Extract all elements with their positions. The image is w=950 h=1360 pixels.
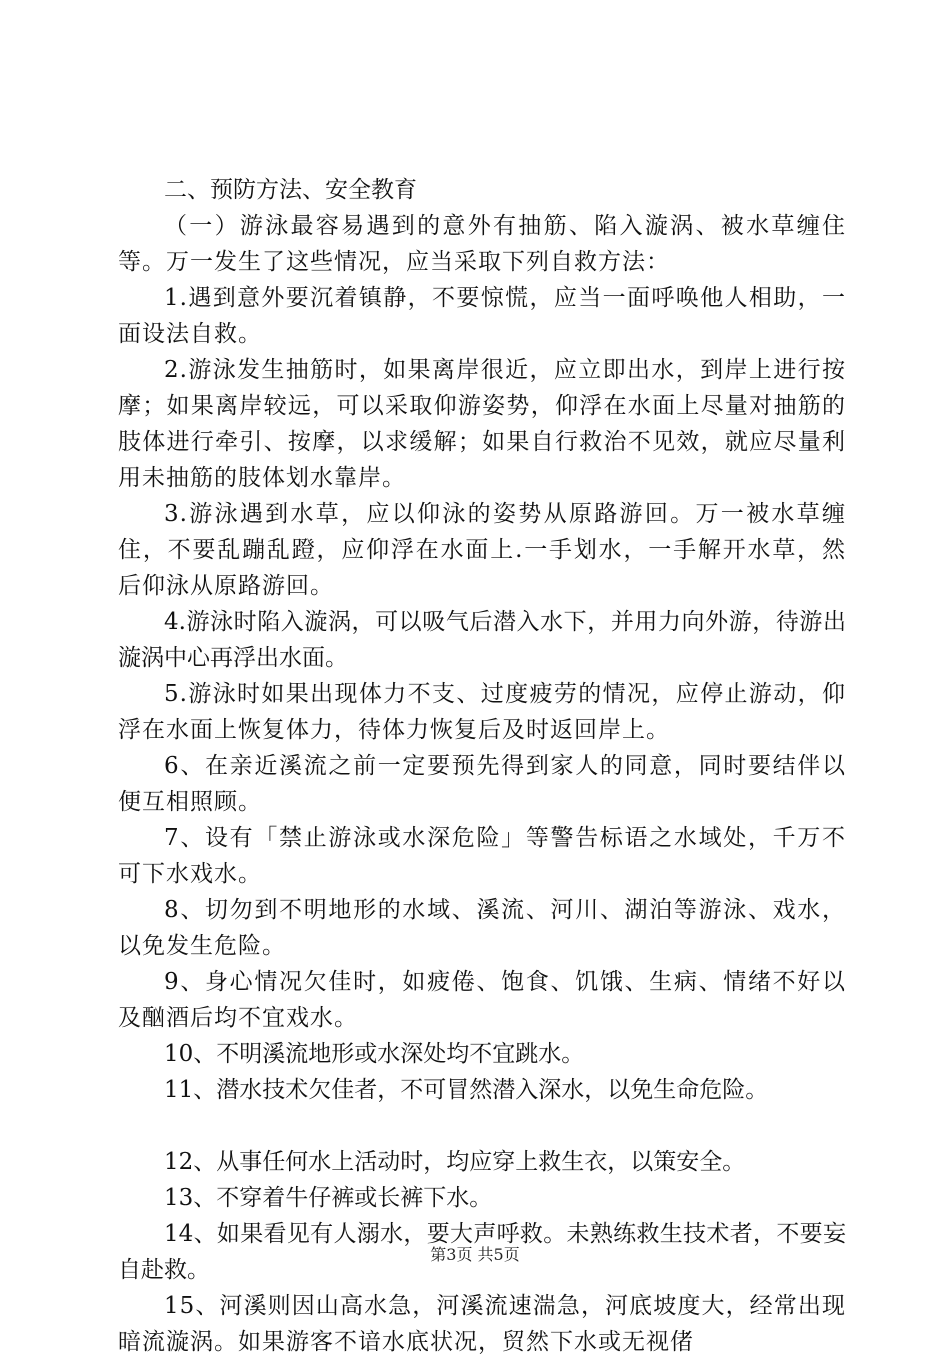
- paragraph-item-13: 13、不穿着牛仔裤或长裤下水。: [164, 1185, 493, 1211]
- section-heading: 二、预防方法、安全教育: [164, 177, 417, 203]
- paragraph-item-11: 11、潜水技术欠佳者，不可冒然潜入深水，以免生命危险。: [164, 1077, 769, 1103]
- paragraph-item-5: 5.游泳时如果出现体力不支、过度疲劳的情况，应停止游动，仰浮在水面上恢复体力，待体力恢复后及时返回岸上。: [118, 681, 846, 743]
- paragraph-item-7: 7、设有「禁止游泳或水深危险」等警告标语之水域处，千万不可下水戏水。: [118, 825, 846, 887]
- document-body: [118, 172, 846, 1360]
- paragraph-item-14: 14、如果看见有人溺水，要大声呼救。未熟练救生技术者，不要妄自赴救。: [118, 1221, 846, 1283]
- paragraph-item-2: 2.游泳发生抽筋时，如果离岸很近，应立即出水，到岸上进行按摩；如果离岸较远，可以采取仰游姿势，仰浮在水面上尽量对抽筋的肢体进行牵引、按摩，以求缓解；如果自行救治不见效，就应尽量利用未抽筋的肢体划水靠岸。: [118, 357, 846, 491]
- paragraph-item-4: 4.游泳时陷入漩涡，可以吸气后潜入水下，并用力向外游，待游出漩涡中心再浮出水面。: [118, 609, 846, 671]
- page-number-footer: 第3页 共5页: [430, 1245, 520, 1264]
- paragraph-item-12: 12、从事任何水上活动时，均应穿上救生衣，以策安全。: [164, 1149, 746, 1175]
- paragraph-intro: （一）游泳最容易遇到的意外有抽筋、陷入漩涡、被水草缠住等。万一发生了这些情况，应当采取下列自救方法：: [118, 213, 846, 275]
- paragraph-item-8: 8、切勿到不明地形的水域、溪流、河川、湖泊等游泳、戏水，以免发生危险。: [118, 897, 846, 959]
- paragraph-item-3: 3.游泳遇到水草，应以仰泳的姿势从原路游回。万一被水草缠住，不要乱蹦乱蹬，应仰浮在水面上.一手划水，一手解开水草，然后仰泳从原路游回。: [118, 501, 846, 599]
- paragraph-item-1: 1.遇到意外要沉着镇静，不要惊慌，应当一面呼唤他人相助，一面设法自救。: [118, 285, 846, 347]
- paragraph-item-6: 6、在亲近溪流之前一定要预先得到家人的同意，同时要结伴以便互相照顾。: [118, 753, 846, 815]
- paragraph-item-15: 15、河溪则因山高水急，河溪流速湍急，河底坡度大，经常出现暗流漩涡。如果游客不谙水底状况，贸然下水或无视偖: [118, 1293, 846, 1355]
- paragraph-item-10: 10、不明溪流地形或水深处均不宜跳水。: [164, 1041, 585, 1067]
- paragraph-item-9: 9、身心情况欠佳时，如疲倦、饱食、饥饿、生病、情绪不好以及酗酒后均不宜戏水。: [118, 969, 846, 1031]
